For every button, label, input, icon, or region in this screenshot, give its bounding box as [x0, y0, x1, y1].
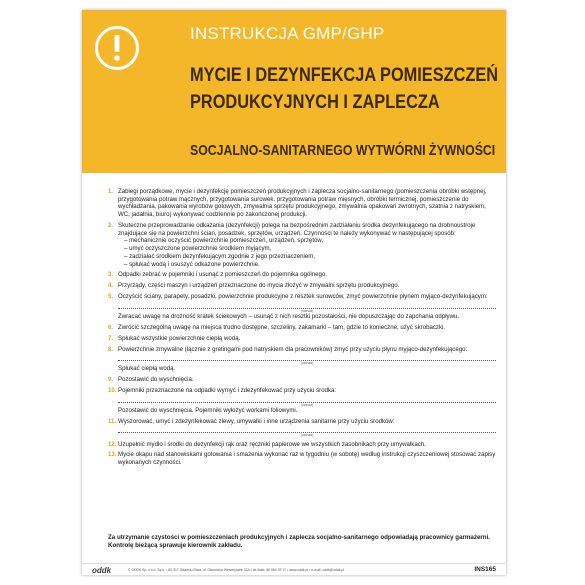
list-item — [108, 418, 496, 438]
list-item — [108, 441, 496, 449]
list-item — [108, 451, 496, 466]
item-number: 10. — [108, 387, 117, 395]
item-text: Wyszorować, umyć i zdezynfekować zlewy, umywalki i inne urządzenia sanitarne przy użyciu środków: — [118, 417, 395, 425]
item-text: Przyrządy, części maszyn i urządzeń przeznaczone do mycia złożyć w zmywalni sprzętu produkcyjnego. — [118, 282, 400, 290]
item-text: Uzupełnić mydło i środki do dezynfekcji rąk oraz ręczniki papierowe we wszystkich zasobnikach przy umywalkach. — [118, 440, 426, 448]
title-line-1: MYCIE I DEZYNFEKCJA POMIESZCZEŃ — [190, 65, 499, 86]
list-item — [108, 335, 496, 343]
fill-in-caption: (nazwa) — [300, 402, 314, 407]
fill-in-line[interactable] — [118, 426, 496, 433]
list-item — [108, 188, 496, 219]
document-code: INS165 — [474, 566, 496, 573]
header-banner — [82, 10, 506, 173]
item-text: Pozostawić do wyschnięcia. — [118, 376, 194, 384]
item-text: Skuteczne przeprowadzanie odkażania (dezynfekcji) polega na bezpośrednim zadziałaniu środka dezynfekującego na drobnoustroje znajdujące się na powierzchni ścian, posadzek, sprzętów, urządzeń. Czynności te należy wykonywać w następującej sposób: — [118, 222, 476, 237]
item-followup: Spłukać ciepłą wodą. — [118, 365, 176, 373]
item-text: Zwrócić szczególną uwagę na miejsca trudno dostępne, szczeliny, zakamarki – tam, gdzie to konieczne, użyć skrobaczki. — [118, 323, 446, 331]
item-number: 2. — [108, 222, 114, 229]
instruction-list — [108, 188, 496, 470]
item-number: 7. — [108, 334, 114, 342]
fill-in-line[interactable] — [118, 396, 496, 403]
item-body — [118, 188, 496, 219]
item-text: Zabiegi porządkowe, mycie i dezynfekcję pomieszczeń produkcyjnych i zaplecza socjalno-sanitarnego (pomieszczenia obróbki wstępnej, przygotowania potraw mącznych, przygotowania surowek, przygotowania potraw mięsnych, obróbki termicznej, pomieszczenie do wychładzania, pakowania wyrobów gotowych, zmywalnia sprzętu produkcyjnego, zmywalnia opakowań zwrotnych, szatnia z natryskiem, WC, jadalnia, biuro) wykonywać codziennie po zakończonej produkcji. — [118, 188, 487, 219]
item-number: 8. — [108, 345, 114, 353]
item-number: 6. — [108, 323, 114, 331]
list-item — [108, 271, 496, 279]
fill-in-line[interactable] — [118, 354, 496, 361]
item-number: 12. — [108, 440, 117, 448]
item-body — [118, 222, 496, 268]
header-kicker: INSTRUKCJA GMP/GHP — [190, 24, 385, 43]
item-body — [118, 324, 496, 332]
list-item — [108, 324, 496, 332]
list-item — [108, 376, 496, 384]
fill-in-line[interactable] — [118, 302, 496, 309]
item-text: Oczyścić ściany, parapety, posadzki, powierzchnie produkcyjne z resztek surowców, zmyć powierzchnie płynem myjąco-dezynfekującym: — [118, 293, 488, 301]
fill-in-caption: (nazwa) — [300, 433, 314, 438]
publisher-logo: oddk — [92, 566, 112, 575]
fill-in-caption: (nazwa) — [300, 361, 314, 366]
page-subtitle: SOCJALNO-SANITARNEGO WYTWÓRNI ŻYWNOŚCI — [190, 142, 496, 159]
footer-contact: © ODDK Sp. z o.o. Sp.k. • 80-317 Gdańsk-Oliwa, ul. Obrońców Westerplatte 32A • tel./faks: 58 554 29 17 • www.oddk.pl • e-mail: oddk@oddk.pl — [128, 568, 345, 572]
item-number: 13. — [108, 451, 117, 459]
item-body — [118, 282, 496, 290]
list-item — [108, 282, 496, 290]
item-text: Mycie okapu nad stanowiskami gotowania i smażenia wykonać raz w tygodniu (w sobotę) według instrukcji czyszczeniowej stosować zapisy wykonanych czynności. — [118, 451, 496, 467]
final-note: Za utrzymanie czystości w pomieszczeniach produkcyjnych i zaplecza socjalno-sanitarnego odpowiadają pracownicy garmażerni. Kontrolę bieżącą sprawuje kierownik zakładu. — [108, 534, 491, 549]
item-body — [118, 376, 496, 384]
item-subpoint: – spłukać wodą i osuszyć odkażone powierzchnie. — [124, 260, 260, 268]
item-text: Pojemniki przeznaczone na odpadki wymyć i zdezynfekować przy użyciu środka: — [118, 387, 337, 395]
item-text: Powierzchnie zmywalne (łącznie z gretingami pod natryskiem dla pracowników) zmyć przy użyciu płynu myjąco-dezynfekującego: — [118, 345, 468, 353]
item-number: 5. — [108, 293, 114, 301]
item-subpoint: – mechanicznie oczyścić powierzchnie pomieszczeń, urządzeń, sprzętów, — [124, 237, 324, 245]
item-subpoint: – umyć oczyszczone powierzchnie środkiem myjącym, — [124, 245, 272, 253]
item-body — [118, 418, 496, 438]
item-followup: Pozostawić do wyschnięcia. Pojemniki wyłożyć workami foliowymi. — [118, 406, 298, 414]
list-item — [108, 293, 496, 320]
item-body — [118, 293, 496, 320]
list-item — [108, 346, 496, 373]
item-body — [118, 387, 496, 414]
item-body — [118, 271, 496, 279]
item-subpoint: – zadziałać środkiem dezynfekującym zgodnie z jego przeznaczeniem, — [124, 252, 316, 260]
page-title — [190, 62, 499, 116]
exclamation-circle-icon — [93, 24, 141, 72]
item-number: 9. — [108, 376, 114, 384]
footer — [82, 563, 506, 576]
item-text: Odpadki zebrać w pojemniki i usunąć z pomieszczeń do pojemnika ogólnego. — [118, 271, 327, 279]
item-body — [118, 441, 496, 449]
item-body — [118, 346, 496, 373]
item-number: 1. — [108, 188, 114, 195]
list-item — [108, 387, 496, 414]
item-followup: Zwracać uwagę na drożność kratek ściekowych – usunąć z nich resztki pozostałości, nie dopuszczając do zapchania odpływu. — [118, 312, 460, 320]
item-number: 3. — [108, 271, 114, 279]
item-body — [118, 451, 496, 466]
title-line-2: PRODUKCYJNYCH I ZAPLECZA — [190, 92, 440, 113]
instruction-sheet — [82, 10, 506, 575]
list-item — [108, 222, 496, 268]
item-body — [118, 335, 496, 343]
item-number: 4. — [108, 282, 114, 290]
item-text: Spłukać wszystkie powierzchnie ciepłą wodą. — [118, 334, 241, 342]
fill-in-caption: (nazwa) — [300, 308, 314, 313]
item-number: 11. — [108, 417, 117, 425]
